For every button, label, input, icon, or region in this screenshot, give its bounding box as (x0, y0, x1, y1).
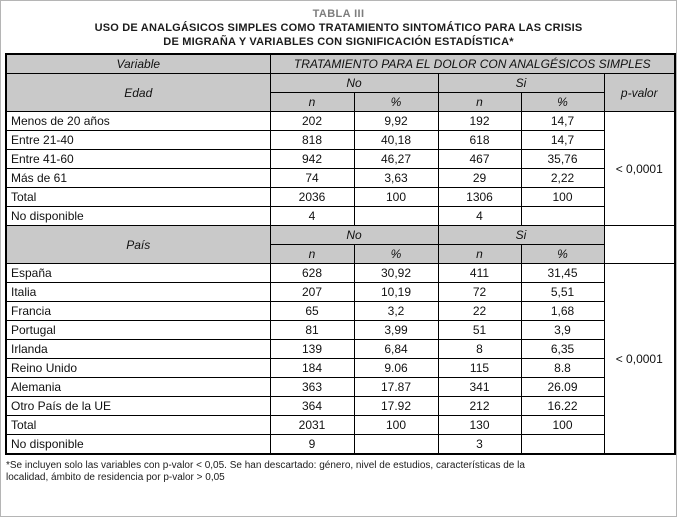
section-edad-header: Edad (6, 74, 270, 112)
cell-si-pct: 5,51 (521, 283, 604, 302)
table-row (6, 264, 675, 283)
cell-no-n: 9 (270, 435, 354, 455)
cell-no-n: 184 (270, 359, 354, 378)
table-row (6, 416, 675, 435)
cell-no-pct: 6,84 (354, 340, 438, 359)
row-label: Total (6, 416, 270, 435)
cell-si-n: 22 (438, 302, 521, 321)
table-row (6, 74, 675, 93)
section-pais-header: País (6, 226, 270, 264)
si-header-edad: Si (438, 74, 604, 93)
pct-header-edad-si: % (521, 93, 604, 112)
row-label: Alemania (6, 378, 270, 397)
cell-no-pct: 40,18 (354, 131, 438, 150)
table-row (6, 321, 675, 340)
cell-no-pct: 100 (354, 188, 438, 207)
cell-si-n: 467 (438, 150, 521, 169)
row-label: No disponible (6, 435, 270, 455)
cell-no-n: 207 (270, 283, 354, 302)
n-header-pais-si: n (438, 245, 521, 264)
cell-no-n: 2031 (270, 416, 354, 435)
cell-no-n: 363 (270, 378, 354, 397)
cell-no-pct: 3,2 (354, 302, 438, 321)
table-row (6, 112, 675, 131)
cell-no-pct (354, 207, 438, 226)
row-label: Portugal (6, 321, 270, 340)
table-row (6, 435, 675, 455)
table-row (6, 302, 675, 321)
cell-no-pct: 17.92 (354, 397, 438, 416)
table-row (6, 226, 675, 245)
cell-no-pct: 3,63 (354, 169, 438, 188)
title-line-3: DE MIGRAÑA Y VARIABLES CON SIGNIFICACIÓN ESTADÍSTICA* (163, 36, 514, 48)
table-row (6, 131, 675, 150)
cell-si-n: 341 (438, 378, 521, 397)
row-label: España (6, 264, 270, 283)
row-label: Más de 61 (6, 169, 270, 188)
cell-si-n: 51 (438, 321, 521, 340)
table-row (6, 169, 675, 188)
table-row (6, 340, 675, 359)
row-label: Francia (6, 302, 270, 321)
row-label: Irlanda (6, 340, 270, 359)
table-title (1, 1, 676, 49)
cell-si-pct: 1,68 (521, 302, 604, 321)
p-value-pais: < 0,0001 (604, 264, 675, 455)
cell-no-n: 4 (270, 207, 354, 226)
cell-si-n: 3 (438, 435, 521, 455)
cell-no-pct: 17.87 (354, 378, 438, 397)
cell-no-n: 81 (270, 321, 354, 340)
row-label: Total (6, 188, 270, 207)
cell-si-pct: 3,9 (521, 321, 604, 340)
footnote-line-1: *Se incluyen solo las variables con p-valor < 0,05. Se han descartado: género, nivel de estudios, características de la (6, 460, 525, 471)
variable-header: Variable (6, 54, 270, 74)
pct-header-edad-no: % (354, 93, 438, 112)
cell-no-pct: 100 (354, 416, 438, 435)
cell-si-n: 115 (438, 359, 521, 378)
table-row (6, 397, 675, 416)
n-header-edad-no: n (270, 93, 354, 112)
pct-header-pais-no: % (354, 245, 438, 264)
row-label: Menos de 20 años (6, 112, 270, 131)
row-label: Italia (6, 283, 270, 302)
cell-no-n: 818 (270, 131, 354, 150)
row-label: Entre 41-60 (6, 150, 270, 169)
cell-si-pct: 100 (521, 188, 604, 207)
cell-si-n: 72 (438, 283, 521, 302)
row-label: Entre 21-40 (6, 131, 270, 150)
pct-header-pais-si: % (521, 245, 604, 264)
footnote (6, 460, 670, 484)
n-header-pais-no: n (270, 245, 354, 264)
pvalor-header: p-valor (604, 74, 675, 112)
table-row (6, 283, 675, 302)
cell-si-n: 8 (438, 340, 521, 359)
cell-no-n: 74 (270, 169, 354, 188)
row-label: No disponible (6, 207, 270, 226)
cell-si-n: 192 (438, 112, 521, 131)
table-row (6, 207, 675, 226)
cell-no-n: 942 (270, 150, 354, 169)
cell-si-pct: 14,7 (521, 112, 604, 131)
cell-si-pct: 16.22 (521, 397, 604, 416)
cell-no-n: 202 (270, 112, 354, 131)
row-label: Reino Unido (6, 359, 270, 378)
statistics-table (5, 53, 676, 455)
cell-no-pct: 46,27 (354, 150, 438, 169)
cell-si-pct (521, 207, 604, 226)
table-row (6, 188, 675, 207)
cell-si-n: 411 (438, 264, 521, 283)
pvalor-empty-cell (604, 226, 675, 264)
p-value-edad: < 0,0001 (604, 112, 675, 226)
cell-si-pct: 6,35 (521, 340, 604, 359)
cell-si-n: 4 (438, 207, 521, 226)
cell-si-pct: 31,45 (521, 264, 604, 283)
title-line-2: USO DE ANALGÁSICOS SIMPLES COMO TRATAMIENTO SINTOMÁTICO PARA LAS CRISIS (94, 22, 583, 34)
cell-si-n: 29 (438, 169, 521, 188)
cell-no-n: 364 (270, 397, 354, 416)
cell-no-n: 628 (270, 264, 354, 283)
cell-no-pct: 10,19 (354, 283, 438, 302)
table-row (6, 378, 675, 397)
cell-si-pct: 8.8 (521, 359, 604, 378)
cell-si-pct: 100 (521, 416, 604, 435)
cell-si-pct: 35,76 (521, 150, 604, 169)
si-header-pais: Si (438, 226, 604, 245)
table-row (6, 54, 675, 74)
cell-no-n: 139 (270, 340, 354, 359)
table-row (6, 359, 675, 378)
row-label: Otro País de la UE (6, 397, 270, 416)
cell-si-pct: 14,7 (521, 131, 604, 150)
footnote-line-2: localidad, ámbito de residencia por p-valor > 0,05 (6, 472, 225, 483)
cell-si-n: 618 (438, 131, 521, 150)
no-header-edad: No (270, 74, 438, 93)
cell-no-pct (354, 435, 438, 455)
cell-si-pct: 2,22 (521, 169, 604, 188)
cell-si-pct: 26.09 (521, 378, 604, 397)
cell-no-pct: 9.06 (354, 359, 438, 378)
cell-si-n: 130 (438, 416, 521, 435)
cell-no-pct: 30,92 (354, 264, 438, 283)
cell-no-n: 65 (270, 302, 354, 321)
cell-no-pct: 3,99 (354, 321, 438, 340)
table-number: TABLA III (312, 8, 365, 20)
table-row (6, 150, 675, 169)
cell-si-n: 1306 (438, 188, 521, 207)
cell-no-n: 2036 (270, 188, 354, 207)
treatment-header: TRATAMIENTO PARA EL DOLOR CON ANALGÉSICOS SIMPLES (270, 54, 675, 74)
cell-si-pct (521, 435, 604, 455)
cell-si-n: 212 (438, 397, 521, 416)
cell-no-pct: 9,92 (354, 112, 438, 131)
n-header-edad-si: n (438, 93, 521, 112)
no-header-pais: No (270, 226, 438, 245)
